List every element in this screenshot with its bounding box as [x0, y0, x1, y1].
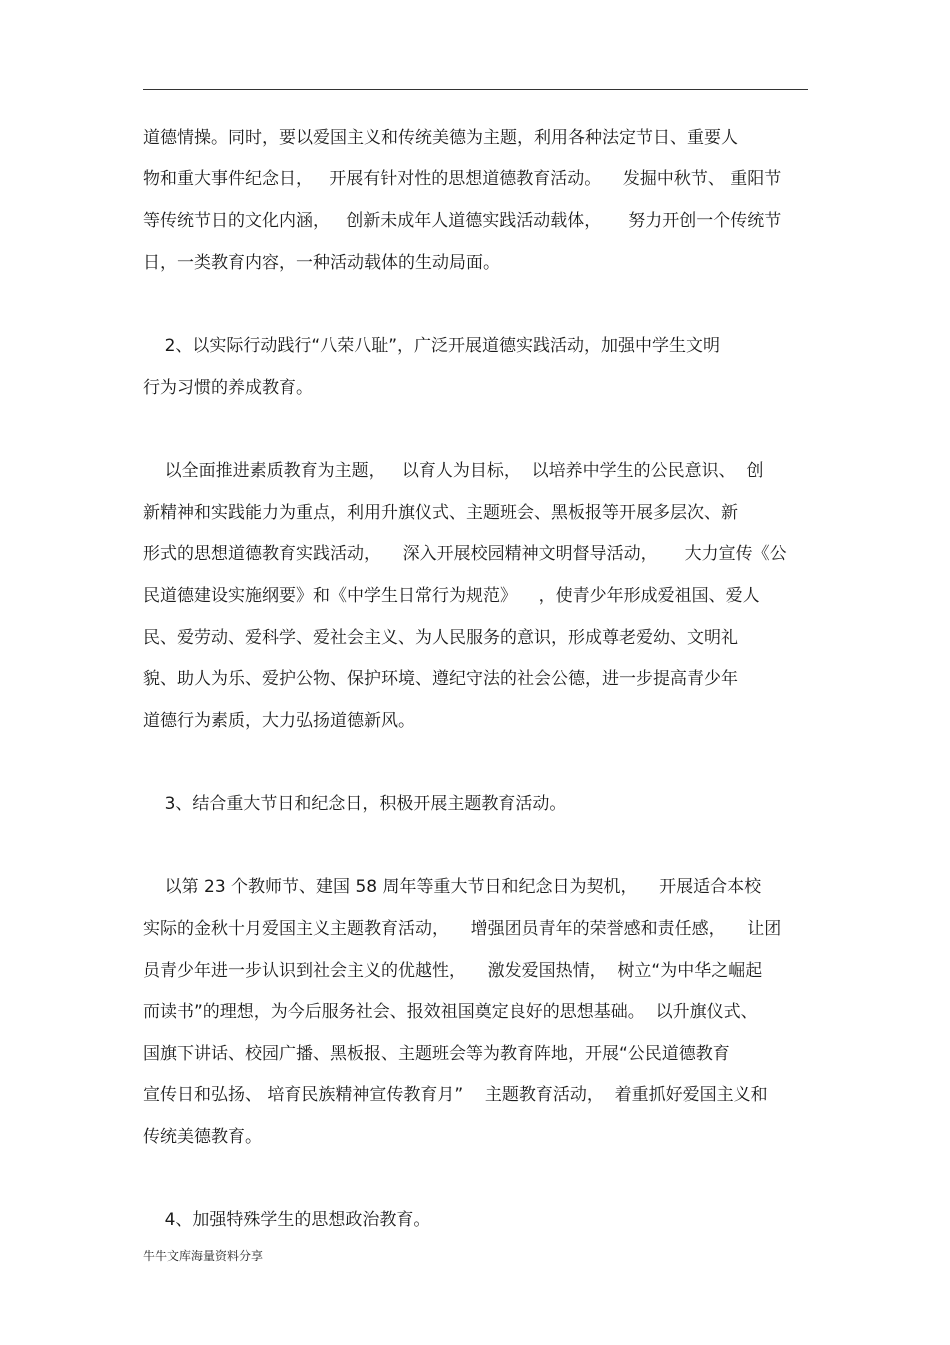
text-line: 貌、助人为乐、爱护公物、保护环境、遵纪守法的社会公德，进一步提高青少年	[143, 669, 738, 689]
text-line: 民道德建设实施纲要》和《中学生日常行为规范》 ，使青少年形成爱祖国、爱人	[143, 586, 760, 606]
text-line: 员青少年进一步认识到社会主义的优越性， 激发爱国热情， 树立“为中华之崛起	[143, 961, 763, 981]
text-line: 传统美德教育。	[143, 1127, 262, 1147]
text-line: 行为习惯的养成教育。	[143, 378, 313, 398]
text-line: 道德行为素质，大力弘扬道德新风。	[143, 711, 415, 731]
text-line: 3、结合重大节日和纪念日，积极开展主题教育活动。	[143, 794, 567, 814]
text-line: 形式的思想道德教育实践活动， 深入开展校园精神文明督导活动， 大力宣传《公	[143, 544, 787, 564]
text-line: 民、爱劳动、爱科学、爱社会主义、为人民服务的意识，形成尊老爱幼、文明礼	[143, 628, 738, 648]
page-footer: 牛牛文库海量资料分享	[143, 1249, 264, 1263]
text-line: 国旗下讲话、校园广播、黑板报、主题班会等为教育阵地，开展“公民道德教育	[143, 1044, 730, 1064]
text-line: 宣传日和弘扬、 培育民族精神宣传教育月” 主题教育活动， 着重抓好爱国主义和	[143, 1085, 768, 1105]
text-line: 而读书”的理想，为今后服务社会、报效祖国奠定良好的思想基础。 以升旗仪式、	[143, 1002, 758, 1022]
text-line: 等传统节日的文化内涵， 创新未成年人道德实践活动载体， 努力开创一个传统节	[143, 211, 782, 231]
text-line: 日，一类教育内容，一种活动载体的生动局面。	[143, 253, 500, 273]
text-line: 实际的金秋十月爱国主义主题教育活动， 增强团员青年的荣誉感和责任感， 让团	[143, 919, 782, 939]
text-line: 新精神和实践能力为重点，利用升旗仪式、主题班会、黑板报等开展多层次、新	[143, 503, 738, 523]
text-line: 4、加强特殊学生的思想政治教育。	[143, 1210, 431, 1230]
text-line: 道德情操。同时，要以爱国主义和传统美德为主题，利用各种法定节日、重要人	[143, 128, 738, 148]
text-line: 以全面推进素质教育为主题， 以育人为目标， 以培养中学生的公民意识、 创	[143, 461, 764, 481]
text-line: 2、以实际行动践行“八荣八耻”，广泛开展道德实践活动，加强中学生文明	[143, 336, 721, 356]
header-rule	[143, 89, 808, 90]
text-line: 以第 23 个教师节、建国 58 周年等重大节日和纪念日为契机， 开展适合本校	[143, 877, 762, 897]
text-line: 物和重大事件纪念日， 开展有针对性的思想道德教育活动。 发掘中秋节、 重阳节	[143, 169, 782, 189]
